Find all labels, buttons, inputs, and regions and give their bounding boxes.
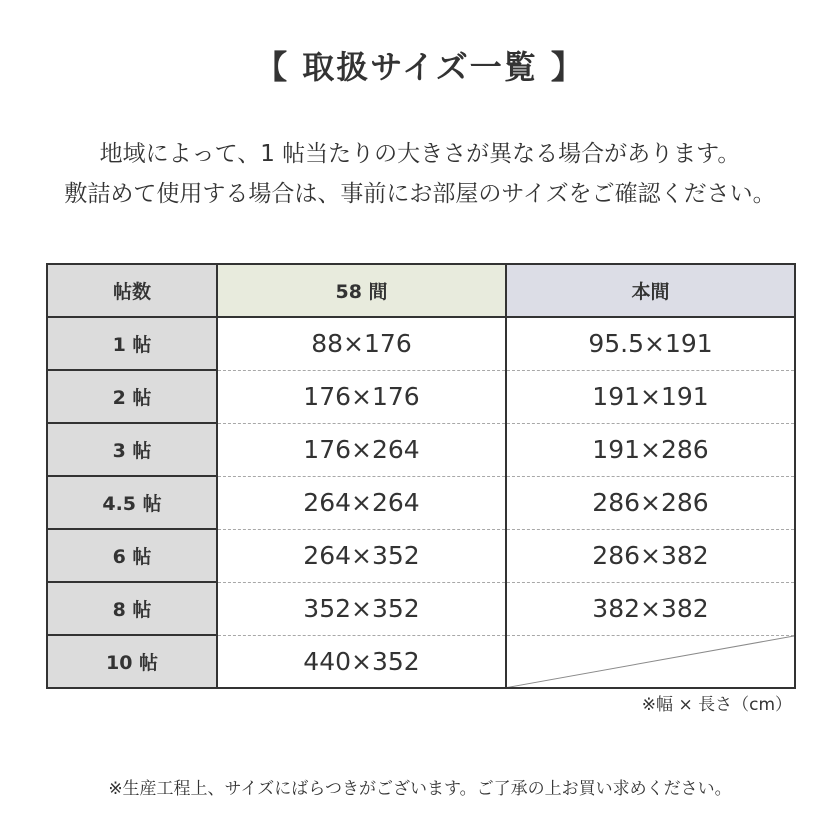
intro-text xyxy=(0,134,840,214)
size-honma: 382×382 xyxy=(506,582,795,635)
header-tatami-count: 帖数 xyxy=(47,264,217,317)
size-58ma: 176×176 xyxy=(217,370,506,423)
size-honma: 191×191 xyxy=(506,370,795,423)
not-available-cell xyxy=(506,635,795,688)
size-58ma: 440×352 xyxy=(217,635,506,688)
table-row xyxy=(47,582,795,635)
page-title: 【 取扱サイズ一覧 】 xyxy=(255,48,585,86)
size-58ma: 264×352 xyxy=(217,529,506,582)
header-honma: 本間 xyxy=(506,264,795,317)
unit-note: ※幅 × 長さ（cm） xyxy=(641,695,792,715)
table-row xyxy=(47,529,795,582)
size-honma: 191×286 xyxy=(506,423,795,476)
header-58ma: 58 間 xyxy=(217,264,506,317)
size-honma: 286×382 xyxy=(506,529,795,582)
row-label: 6 帖 xyxy=(47,529,217,582)
table-row xyxy=(47,370,795,423)
diagonal-slash-icon xyxy=(507,636,794,688)
intro-line-2: 敷詰めて使用する場合は、事前にお部屋のサイズをご確認ください。 xyxy=(64,181,776,207)
table-row xyxy=(47,476,795,529)
row-label: 3 帖 xyxy=(47,423,217,476)
size-58ma: 264×264 xyxy=(217,476,506,529)
intro-line-1: 地域によって、1 帖当たりの大きさが異なる場合があります。 xyxy=(99,141,741,167)
row-label: 4.5 帖 xyxy=(47,476,217,529)
size-honma: 95.5×191 xyxy=(506,317,795,370)
size-table xyxy=(46,263,796,689)
size-honma: 286×286 xyxy=(506,476,795,529)
row-label: 10 帖 xyxy=(47,635,217,688)
row-label: 8 帖 xyxy=(47,582,217,635)
footer-note: ※生産工程上、サイズにばらつきがございます。ご了承の上お買い求めください。 xyxy=(108,779,732,799)
size-58ma: 176×264 xyxy=(217,423,506,476)
row-label: 2 帖 xyxy=(47,370,217,423)
table-header-row xyxy=(47,264,795,317)
table-row xyxy=(47,317,795,370)
table-row xyxy=(47,635,795,688)
size-58ma: 88×176 xyxy=(217,317,506,370)
row-label: 1 帖 xyxy=(47,317,217,370)
table-row xyxy=(47,423,795,476)
size-58ma: 352×352 xyxy=(217,582,506,635)
